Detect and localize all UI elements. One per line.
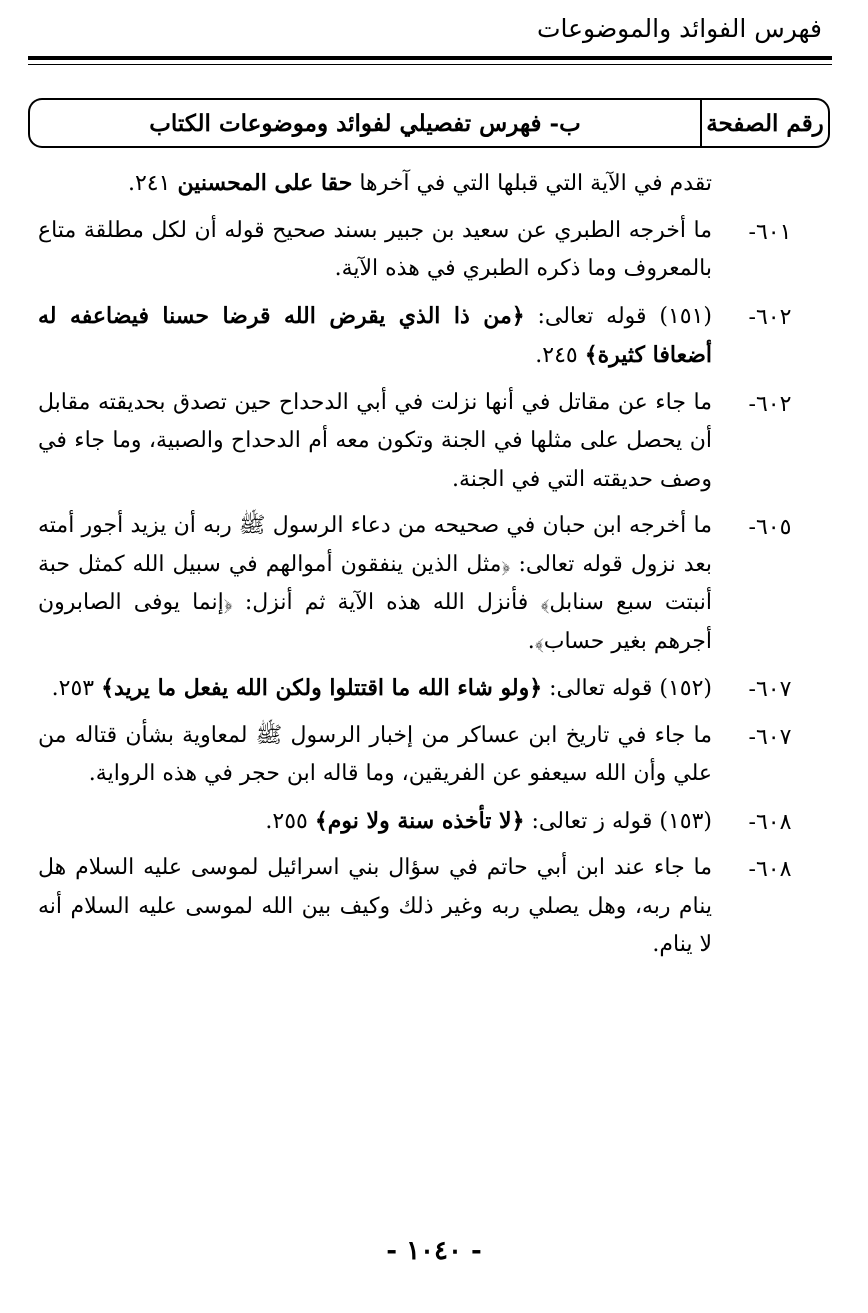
- entry-quoted-verse: ﴿من ذا الذي يقرض الله قرضا حسنا فيضاعفه له أضعافا كثيرة﴾: [38, 302, 712, 368]
- entry-text: [38, 164, 712, 204]
- entry-text: [38, 669, 712, 709]
- index-entry: [38, 384, 828, 500]
- page-number: - ١٠٤٠ -: [386, 1236, 482, 1266]
- entry-text-body: (١٥٢) قوله تعالى:: [542, 676, 712, 701]
- entry-text: [38, 802, 712, 842]
- entry-page-number: ٦٠٨-: [748, 857, 792, 882]
- entry-text-body: ما أخرجه الطبري عن سعيد بن جبير بسند صحيح قوله أن لكل مطلقة متاع بالمعروف وما ذكره الطبري في هذه الآية.: [38, 217, 712, 281]
- entry-page-number: ٦٠٨-: [748, 809, 792, 835]
- entry-text-body: (١٥٣) قوله ز تعالى:: [524, 808, 712, 834]
- entry-text: [38, 849, 712, 965]
- index-entry: [38, 717, 828, 794]
- entry-verse-number: ٢٤١.: [127, 171, 178, 196]
- index-entry: [38, 669, 828, 709]
- entry-text: [38, 212, 712, 289]
- entry-text-body: ما جاء عن مقاتل في أنها نزلت في أبي الدحداح حين تصدق بحديقته مقابل أن يحصل على مثلها في الجنة وتكون معه أم الدحداح والصبية، وما جاء في وصف حديقته التي في الجنة.: [38, 389, 712, 492]
- index-entry: [38, 297, 828, 376]
- entry-text-body: (١٥١) قوله تعالى:: [524, 303, 712, 329]
- page-number-column-header: رقم الصفحة: [700, 98, 830, 148]
- index-entry: [38, 849, 828, 965]
- entry-text-body: ما جاء في تاريخ ابن عساكر من إخبار الرسول ﷺ لمعاوية بشأن قتاله من علي وأن الله سيعفو عن الفريقين، وما قاله ابن حجر في هذه الرواية.: [38, 722, 712, 786]
- header-rule-thick: [28, 56, 832, 60]
- index-entries: [38, 164, 828, 973]
- entry-text: [38, 297, 712, 376]
- index-entry: [38, 802, 828, 842]
- entry-text: [38, 384, 712, 500]
- entry-page-number: ٦٠٧-: [748, 724, 792, 750]
- entry-text: [38, 507, 712, 661]
- header-rule-thin: [28, 64, 832, 65]
- running-head: فهرس الفوائد والموضوعات: [536, 14, 822, 43]
- entry-page-number: [712, 164, 828, 204]
- index-entry: [38, 212, 828, 289]
- index-entry: [38, 164, 828, 204]
- entry-text-body: تقدم في الآية التي قبلها التي في آخرها: [352, 171, 712, 196]
- entry-page-number: ٦٠٧-: [748, 677, 792, 702]
- entry-quoted-verse: ﴿ولو شاء الله ما اقتتلوا ولكن الله يفعل ما يريد﴾: [101, 675, 543, 701]
- entry-verse-number: ٢٥٣.: [51, 676, 102, 701]
- entry-verse-number: ٢٤٥.: [535, 343, 585, 368]
- entry-text-body: ما جاء عند ابن أبي حاتم في سؤال بني اسرائيل لموسى عليه السلام هل ينام ربه، وهل يصلي ربه وغير ذلك وكيف بين الله لموسى عليه السلام أنه لا ينام.: [38, 855, 712, 957]
- entry-text: [38, 717, 712, 794]
- index-title-column-header: ب- فهرس تفصيلي لفوائد وموضوعات الكتاب: [28, 98, 700, 148]
- index-entry: [38, 507, 828, 661]
- entry-quoted-verse: ﴿لا تأخذه سنة ولا نوم﴾: [314, 807, 525, 834]
- entry-page-number: ٦٠٢-: [748, 391, 792, 417]
- entry-page-number: ٦٠٢-: [748, 304, 792, 330]
- entry-text-body: ما أخرجه ابن حبان في صحيحه من دعاء الرسول ﷺ ربه أن يزيد أجور أمته بعد نزول قوله تعالى: ﴿مثل الذين ينفقون أموالهم في سبيل الله كمثل حبة أنبتت سبع سنابل﴾ فأنزل الله هذه الآية ثم أنزل: ﴿إنما يوفى الصابرون أجرهم بغير حساب﴾.: [38, 513, 712, 654]
- entry-quoted-verse: حقا على المحسنين: [177, 170, 353, 196]
- entry-verse-number: ٢٥٥.: [265, 808, 315, 834]
- entry-page-number: ٦٠١-: [748, 219, 792, 245]
- index-table-header: [28, 98, 830, 148]
- entry-page-number: ٦٠٥-: [748, 515, 792, 540]
